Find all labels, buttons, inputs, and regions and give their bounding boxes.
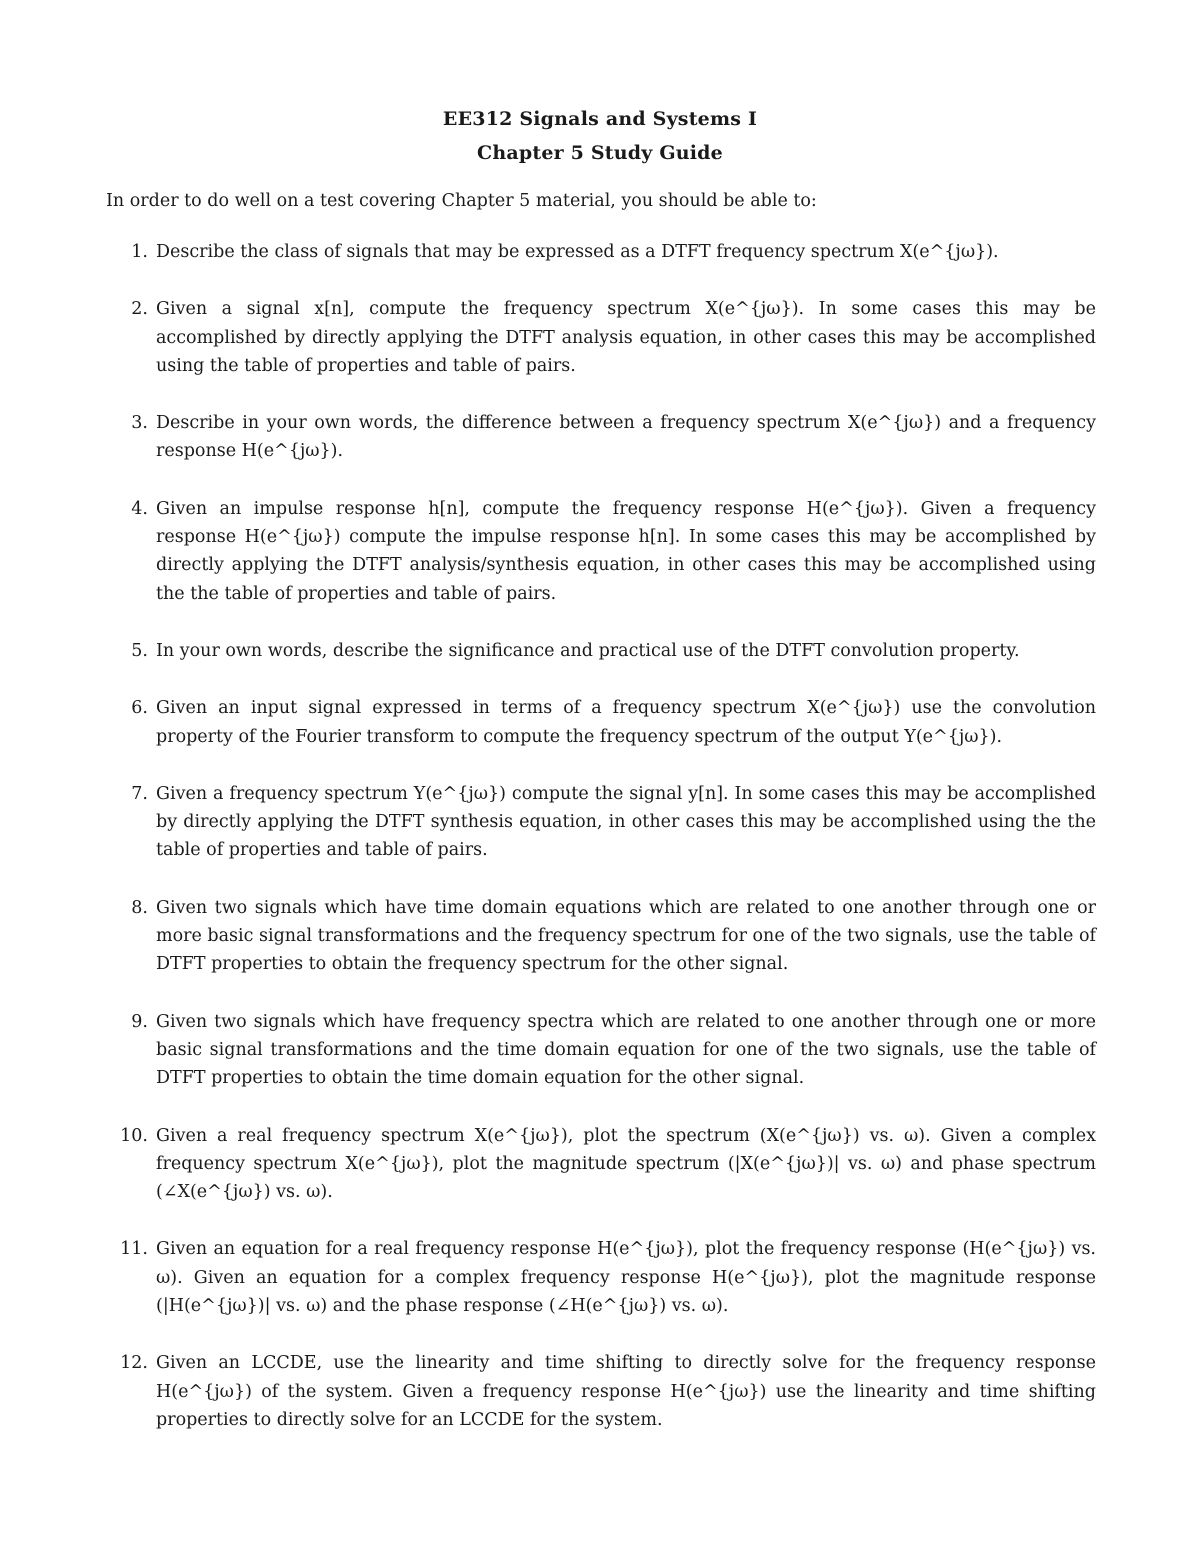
item-number: 7.	[131, 783, 148, 804]
item-text: Given a frequency spectrum Y(e^{jω}) compute the signal y[n]. In some cases this may be accomplished by directly applying the DTFT synthesis equation, in other cases this may be accomplished using the the table of properties and table of pairs.	[156, 783, 1096, 861]
item-number: 12.	[120, 1353, 148, 1374]
item-number: 9.	[131, 1011, 148, 1032]
list-item	[106, 495, 1096, 608]
course-title: EE312 Signals and Systems I	[442, 108, 758, 130]
list-item	[106, 637, 1096, 665]
item-text: Describe in your own words, the difference between a frequency spectrum X(e^{jω}) and a frequency response H(e^{jω}).	[156, 413, 1096, 462]
guide-title: Chapter 5 Study Guide	[477, 142, 723, 164]
item-number: 3.	[131, 413, 148, 434]
item-text: Given an LCCDE, use the linearity and time shifting to directly solve for the frequency response H(e^{jω}) of the system. Given a frequency response H(e^{jω}) use the linearity and time shifting properties to directly solve for an LCCDE for the system.	[156, 1353, 1096, 1430]
item-text: Given an equation for a real frequency response H(e^{jω}), plot the frequency response (H(e^{jω}) vs. ω). Given an equation for a complex frequency response H(e^{jω}), plot the magnitude response (|H(e^{jω})| vs. ω) and the phase response (∠H(e^{jω}) vs. ω).	[156, 1239, 1096, 1317]
item-number: 6.	[131, 698, 148, 719]
list-item	[106, 409, 1096, 466]
item-text: Given two signals which have time domain equations which are related to one another through one or more basic signal transformations and the frequency spectrum for one of the two signals, use the table of DTFT properties to obtain the frequency spectrum for the other signal.	[156, 897, 1096, 975]
list-item	[106, 238, 1096, 266]
item-text: Describe the class of signals that may be expressed as a DTFT frequency spectrum X(e^{jω}).	[156, 242, 999, 262]
item-number: 2.	[131, 299, 148, 320]
item-text: Given two signals which have frequency spectra which are related to one another through one or more basic signal transformations and the time domain equation for one of the two signals, use the table of DTFT properties to obtain the time domain equation for the other signal.	[156, 1011, 1096, 1089]
item-text: Given an input signal expressed in terms of a frequency spectrum X(e^{jω}) use the convolution property of the Fourier transform to compute the frequency spectrum of the output Y(e^{jω}).	[156, 698, 1096, 747]
item-text: Given a real frequency spectrum X(e^{jω}), plot the spectrum (X(e^{jω}) vs. ω). Given a complex frequency spectrum X(e^{jω}), plot the magnitude spectrum (|X(e^{jω})| vs. ω) and phase spectrum (∠X(e^{jω}) vs. ω).	[156, 1125, 1096, 1203]
item-number: 5.	[131, 640, 148, 661]
list-item	[106, 1235, 1096, 1320]
list-item	[106, 1349, 1096, 1434]
item-number: 11.	[120, 1239, 148, 1260]
item-number: 1.	[131, 242, 148, 262]
item-text: In your own words, describe the significance and practical use of the DTFT convolution property.	[156, 640, 1020, 661]
list-item	[106, 694, 1096, 751]
item-number: 4.	[131, 498, 148, 519]
intro-text: In order to do well on a test covering Chapter 5 material, you should be able to:	[106, 191, 817, 211]
list-item	[106, 1008, 1096, 1093]
item-text: Given a signal x[n], compute the frequency spectrum X(e^{jω}). In some cases this may be accomplished by directly applying the DTFT analysis equation, in other cases this may be accomplished using the table of properties and table of pairs.	[156, 299, 1096, 376]
list-item	[106, 894, 1096, 979]
list-item	[106, 295, 1096, 380]
item-number: 10.	[120, 1125, 148, 1146]
item-text: Given an impulse response h[n], compute the frequency response H(e^{jω}). Given a frequency response H(e^{jω}) compute the impulse response h[n]. In some cases this may be accomplished by directly applying the DTFT analysis/synthesis equation, in other cases this may be accomplished using the the table of properties and table of pairs.	[156, 498, 1096, 604]
item-number: 8.	[131, 897, 148, 918]
list-item	[106, 1122, 1096, 1207]
objectives-list	[106, 238, 1096, 1434]
list-item	[106, 780, 1096, 865]
